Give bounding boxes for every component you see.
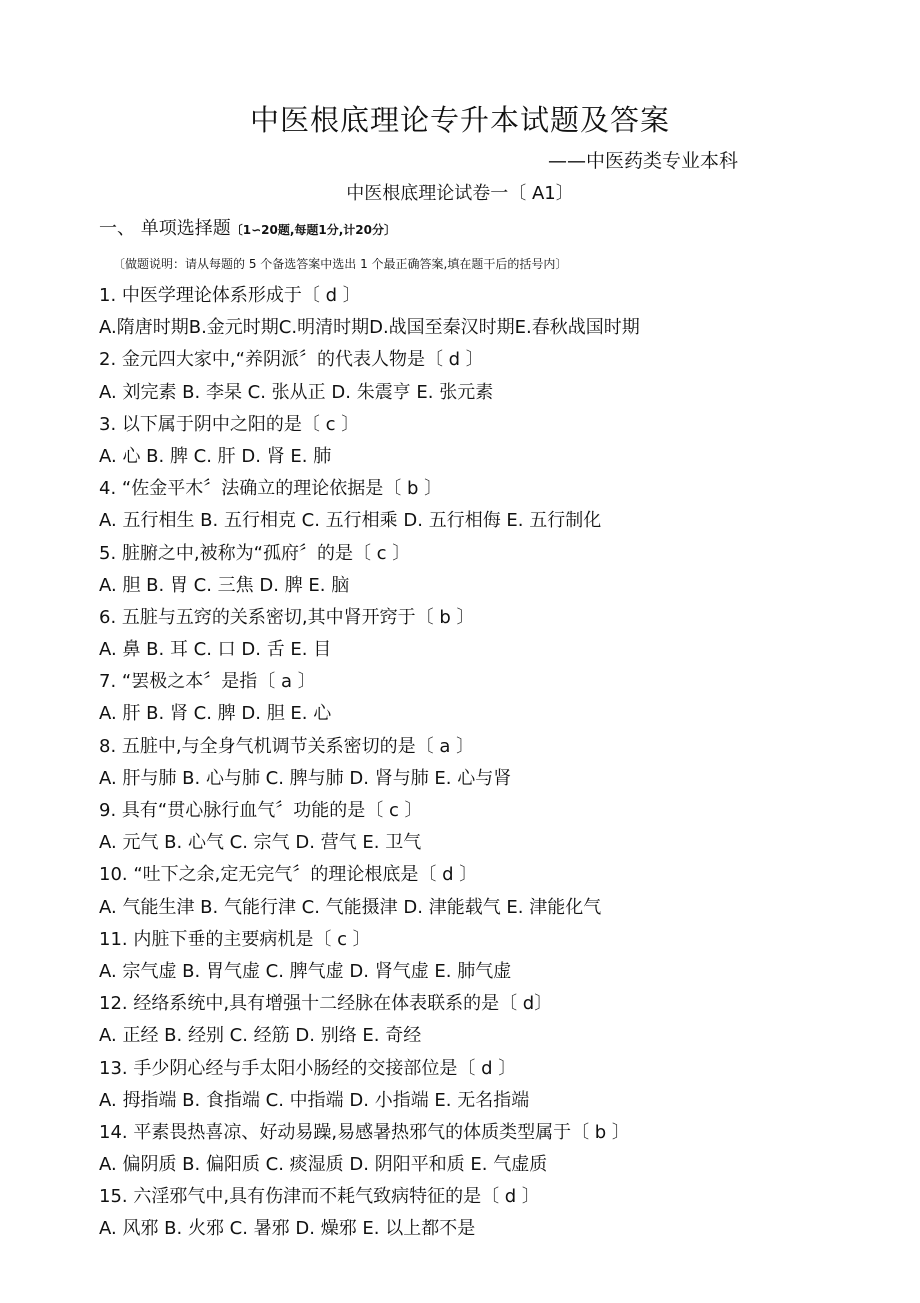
paper-title: 中医根底理论试卷一〔 A1〕 (346, 183, 574, 204)
question-options: A. 肝与肺 B. 心与肺 C. 脾与肺 D. 肾与肺 E. 心与肾 (99, 767, 512, 789)
question-list (99, 280, 859, 1246)
document-subtitle: ——中医药类专业本科 (548, 150, 739, 172)
question-stem: 4. “佐金平木〞法确立的理论依据是〔 b 〕 (99, 478, 443, 500)
question-stem: 12. 经络系统中,具有增强十二经脉在体表联系的是〔 d〕 (99, 993, 553, 1015)
question-stem: 8. 五脏中,与全身气机调节关系密切的是〔 a 〕 (99, 735, 475, 757)
question-stem: 1. 中医学理论体系形成于〔 d 〕 (99, 285, 361, 306)
question-stem: 2. 金元四大家中,“养阴派〞的代表人物是〔 d 〕 (99, 349, 484, 371)
question-options: A. 元气 B. 心气 C. 宗气 D. 营气 E. 卫气 (99, 832, 422, 854)
question-stem: 10. “吐下之余,定无完气〞的理论根底是〔 d 〕 (99, 864, 478, 886)
question-options: A. 正经 B. 经别 C. 经筋 D. 别络 E. 奇经 (99, 1025, 422, 1047)
section-heading-text: 一、 单项选择题 (99, 218, 231, 239)
section-heading (99, 214, 396, 240)
question-options: A. 心 B. 脾 C. 肝 D. 肾 E. 肺 (99, 445, 332, 467)
question-options: A. 鼻 B. 耳 C. 口 D. 舌 E. 目 (99, 639, 332, 661)
question-stem: 3. 以下属于阴中之阳的是〔 c 〕 (99, 413, 360, 435)
question-options: A. 胆 B. 胃 C. 三焦 D. 脾 E. 脑 (99, 574, 350, 596)
question-stem: 6. 五脏与五窍的关系密切,其中肾开窍于〔 b 〕 (99, 606, 475, 628)
question-options: A. 刘完素 B. 李杲 C. 张从正 D. 朱震亨 E. 张元素 (99, 381, 494, 403)
question-options: A.隋唐时期B.金元时期C.明清时期D.战国至秦汉时期E.春秋战国时期 (99, 317, 640, 339)
question-stem: 13. 手少阴心经与手太阳小肠经的交接部位是〔 d 〕 (99, 1057, 517, 1079)
question-options: A. 五行相生 B. 五行相克 C. 五行相乘 D. 五行相侮 E. 五行制化 (99, 510, 602, 532)
question-stem: 7. “罢极之本〞是指〔 a 〕 (99, 671, 316, 693)
question-options: A. 风邪 B. 火邪 C. 暑邪 D. 燥邪 E. 以上都不是 (99, 1218, 476, 1240)
question-stem: 9. 具有“贯心脉行血气〞功能的是〔 c 〕 (99, 800, 423, 821)
section-scoring: 〔1∽20题,每题1分,计20分〕 (230, 223, 397, 237)
question-stem: 11. 内脏下垂的主要病机是〔 c 〕 (99, 928, 371, 950)
question-options: A. 肝 B. 肾 C. 脾 D. 胆 E. 心 (99, 703, 332, 725)
question-stem: 14. 平素畏热喜凉、好动易躁,易感暑热邪气的体质类型属于〔 b 〕 (99, 1121, 630, 1143)
question-options: A. 拇指端 B. 食指端 C. 中指端 D. 小指端 E. 无名指端 (99, 1089, 530, 1111)
question-options: A. 气能生津 B. 气能行津 C. 气能摄津 D. 津能载气 E. 津能化气 (99, 896, 602, 918)
question-options: A. 宗气虚 B. 胃气虚 C. 脾气虚 D. 肾气虚 E. 肺气虚 (99, 960, 512, 982)
instructions-note: 〔做题说明：请从每题的 5 个备选答案中选出 1 个最正确答案,填在题干后的括号内〕 (113, 257, 568, 271)
question-stem: 15. 六淫邪气中,具有伤津而不耗气致病特征的是〔 d 〕 (99, 1186, 540, 1208)
document-title: 中医根底理论专升本试题及答案 (249, 103, 670, 137)
question-stem: 5. 脏腑之中,被称为“孤府〞的是〔 c 〕 (99, 542, 411, 564)
question-options: A. 偏阴质 B. 偏阳质 C. 痰湿质 D. 阴阳平和质 E. 气虚质 (99, 1154, 548, 1176)
